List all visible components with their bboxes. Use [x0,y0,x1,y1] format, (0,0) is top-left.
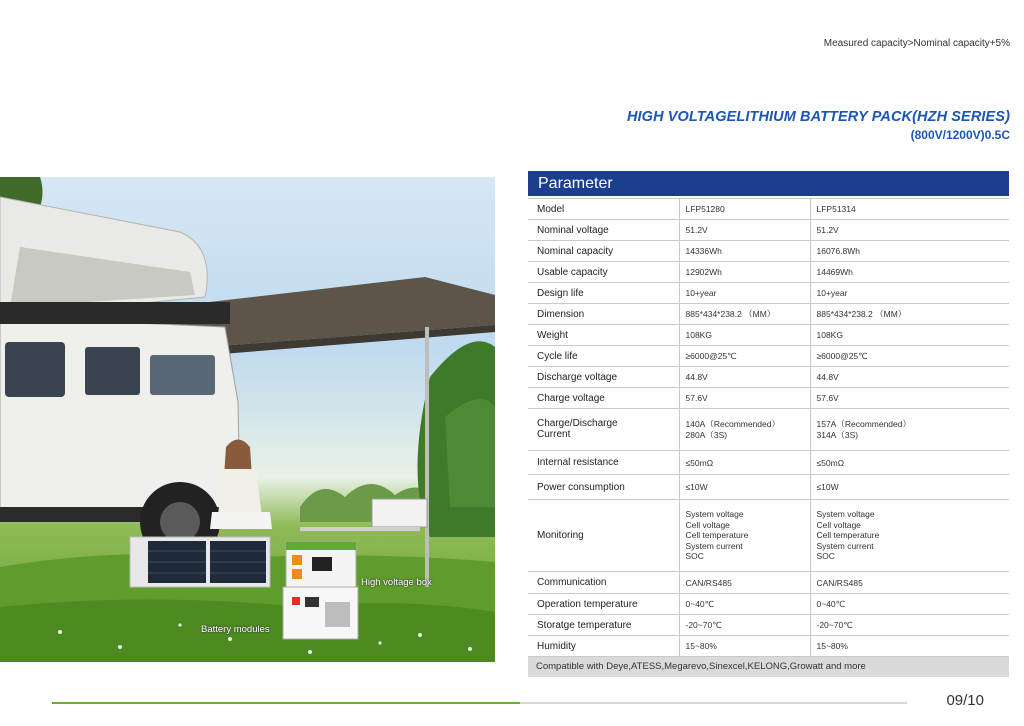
row-label: Weight [528,325,679,346]
cell-lfp51280: -20~70℃ [679,615,810,636]
cell-lfp51314 [810,500,1009,572]
table-row [528,325,1009,346]
page-title [627,109,1010,142]
compatibility-note: Compatible with Deye,ATESS,Megarevo,Sinexcel,KELONG,Growatt and more [528,657,1009,677]
cell-line: 314A（3S) [816,429,859,440]
cell-lfp51280: 108KG [679,325,810,346]
cell-lfp51280: 51.2V [679,220,810,241]
table-row [528,220,1009,241]
cell-lfp51280: 44.8V [679,367,810,388]
cell-line: 140A（Recommended） [685,419,780,429]
cell-line: System current [685,540,743,551]
cell-lfp51314: -20~70℃ [810,615,1009,636]
cell-lfp51314: 885*434*238.2 （MM） [810,304,1009,325]
cell-lfp51280: 885*434*238.2 （MM） [679,304,810,325]
cell-lfp51314: ≥6000@25℃ [810,346,1009,367]
cell-lfp51280: 14336Wh [679,241,810,262]
table-row [528,451,1009,475]
row-label [528,409,679,451]
table-row [528,241,1009,262]
cell-line: Cell voltage [816,519,861,530]
row-label: Humidity [528,636,679,657]
camping-scene-illustration [0,177,495,662]
cell-lfp51314: CAN/RS485 [810,572,1009,594]
cell-lfp51314: 14469Wh [810,262,1009,283]
cell-line: SOC [816,551,835,562]
row-label: Power consumption [528,475,679,500]
cell-lfp51314: 57.6V [810,388,1009,409]
cell-line: System voltage [685,509,744,520]
cell-lfp51280 [679,409,810,451]
cell-lfp51314: 108KG [810,325,1009,346]
cell-lfp51314: LFP51314 [810,199,1009,220]
table-row [528,304,1009,325]
cell-lfp51314: ≤10W [810,475,1009,500]
cell-line: Cell temperature [816,530,880,541]
title-line-2: (800V/1200V)0.5C [910,128,1010,142]
row-label: Charge voltage [528,388,679,409]
table-row [528,388,1009,409]
product-photo [0,177,495,662]
cell-lfp51280: 0~40℃ [679,594,810,615]
cell-lfp51314: 15~80% [810,636,1009,657]
high-voltage-box-caption: High voltage box [361,577,432,588]
row-label: Usable capacity [528,262,679,283]
cell-lfp51280 [679,500,810,572]
cell-lfp51280: 15~80% [679,636,810,657]
row-label-line: Current [537,428,571,440]
cell-lfp51314: 10+year [810,283,1009,304]
row-label: Internal resistance [528,451,679,475]
row-label: Nominal voltage [528,220,679,241]
row-label: Storatge temperature [528,615,679,636]
cell-lfp51280: ≤10W [679,475,810,500]
row-label: Cycle life [528,346,679,367]
cell-lfp51280: CAN/RS485 [679,572,810,594]
battery-modules-caption: Battery modules [201,624,270,635]
cell-line: 157A（Recommended） [816,419,911,429]
row-label: Communication [528,572,679,594]
cell-lfp51314: 51.2V [810,220,1009,241]
table-row [528,572,1009,594]
row-label: Discharge voltage [528,367,679,388]
footer-divider [52,702,907,704]
row-label: Model [528,199,679,220]
table-row [528,594,1009,615]
table-row [528,367,1009,388]
cell-lfp51280: 57.6V [679,388,810,409]
table-row [528,615,1009,636]
footer-divider-accent [52,702,520,704]
table-row [528,283,1009,304]
cell-lfp51280: LFP51280 [679,199,810,220]
parameter-header: Parameter [528,171,1009,196]
table-row [528,199,1009,220]
table-row [528,409,1009,451]
cell-line: 280A（3S) [685,429,728,440]
cell-lfp51280: 10+year [679,283,810,304]
cell-lfp51314 [810,409,1009,451]
row-label: Nominal capacity [528,241,679,262]
title-line-1: HIGH VOLTAGELITHIUM BATTERY PACK(HZH SERIES) [626,109,1010,125]
capacity-note: Measured capacity>Nominal capacity+5% [823,38,1010,49]
table-row [528,500,1009,572]
row-label-line: Charge/Discharge [537,418,618,429]
cell-lfp51314: 0~40℃ [810,594,1009,615]
row-label: Dimension [528,304,679,325]
cell-line: Cell temperature [685,530,749,541]
spec-table [528,198,1009,657]
table-row [528,346,1009,367]
cell-lfp51314: 44.8V [810,367,1009,388]
cell-line: SOC [685,551,704,562]
cell-line: Cell voltage [685,519,730,530]
table-row [528,636,1009,657]
parameter-table [528,171,1009,677]
table-row [528,262,1009,283]
cell-lfp51280: ≤50mΩ [679,451,810,475]
cell-lfp51314: 16076.8Wh [810,241,1009,262]
row-label: Design life [528,283,679,304]
cell-lfp51314: ≤50mΩ [810,451,1009,475]
row-label: Operation temperature [528,594,679,615]
table-row [528,475,1009,500]
cell-line: System voltage [816,509,875,520]
cell-line: System current [816,540,874,551]
cell-lfp51280: ≥6000@25℃ [679,346,810,367]
cell-lfp51280: 12902Wh [679,262,810,283]
row-label: Monitoring [528,500,679,572]
page-number: 09/10 [946,692,984,709]
